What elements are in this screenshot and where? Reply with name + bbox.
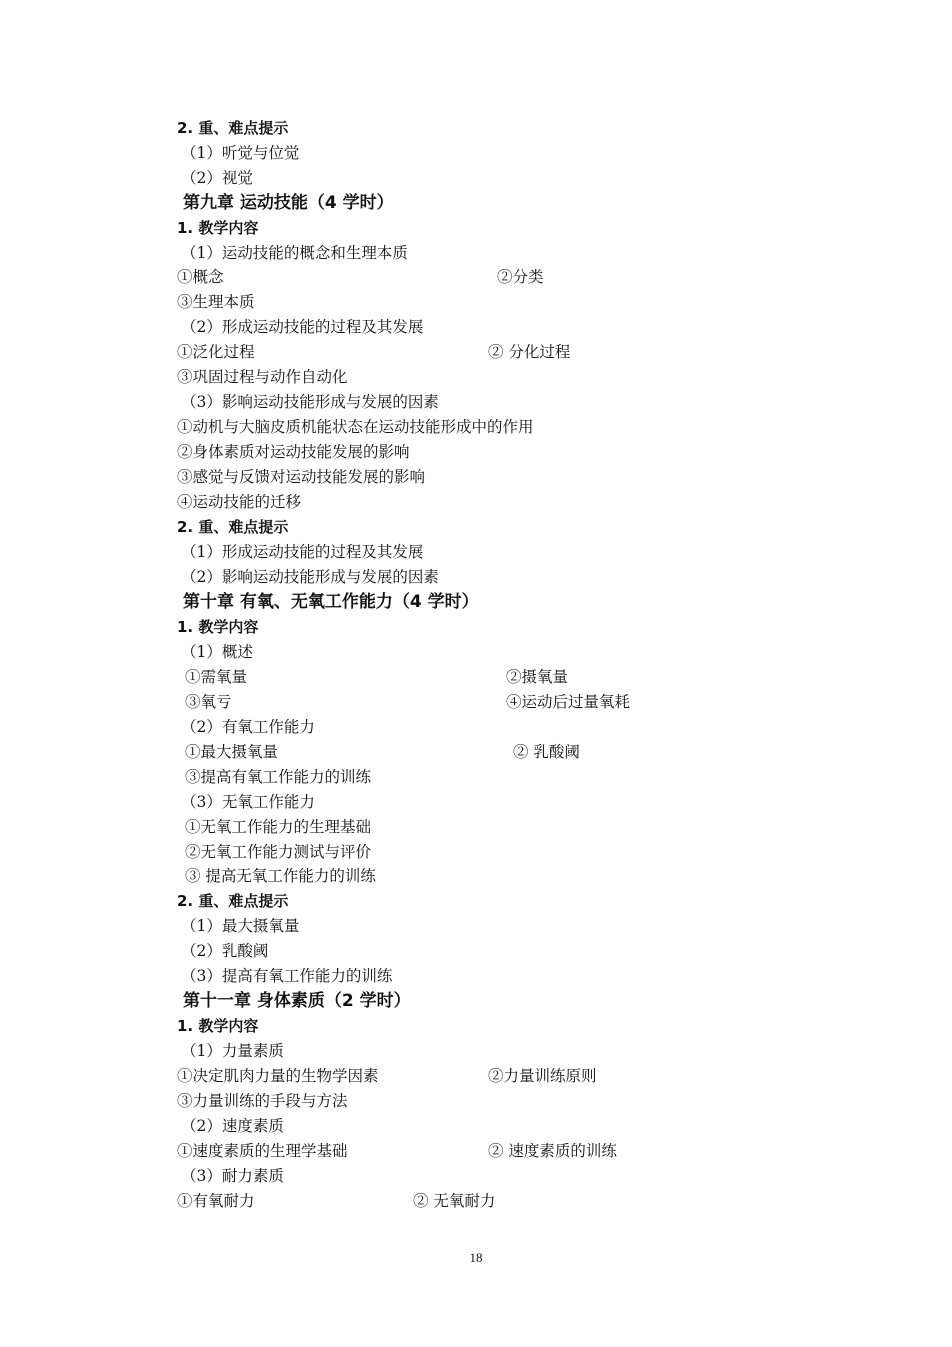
- text-line: ①动机与大脑皮质机能状态在运动技能形成中的作用: [177, 418, 534, 436]
- text-line: （1）概述: [181, 643, 253, 661]
- text-line: ①概念: [177, 268, 224, 286]
- text-line: （2）形成运动技能的过程及其发展: [181, 318, 424, 336]
- text-line: ②分类: [497, 268, 544, 286]
- text-line: ①泛化过程: [177, 343, 255, 361]
- text-line: ③生理本质: [177, 293, 255, 311]
- text-line: （1）听觉与位觉: [181, 144, 300, 162]
- text-line: （2）视觉: [181, 169, 253, 187]
- text-line: ①需氧量: [185, 668, 248, 686]
- text-line: （2）影响运动技能形成与发展的因素: [181, 568, 439, 586]
- text-line: ②摄氧量: [506, 668, 569, 686]
- section-heading: 1. 教学内容: [177, 219, 259, 237]
- text-line: （3）耐力素质: [181, 1167, 284, 1185]
- text-line: ②无氧工作能力测试与评价: [185, 843, 372, 861]
- text-line: ③巩固过程与动作自动化: [177, 368, 348, 386]
- section-heading: 2. 重、难点提示: [177, 518, 289, 536]
- text-line: （1）最大摄氧量: [181, 917, 300, 935]
- text-line: （2）速度素质: [181, 1117, 284, 1135]
- text-line: ①有氧耐力: [177, 1192, 255, 1210]
- section-heading: 2. 重、难点提示: [177, 892, 289, 910]
- text-line: （1）运动技能的概念和生理本质: [181, 244, 408, 262]
- text-line: ③氧亏: [185, 693, 232, 711]
- section-heading: 1. 教学内容: [177, 618, 259, 636]
- chapter-heading: 第十章 有氧、无氧工作能力（4 学时）: [183, 592, 479, 612]
- chapter-heading: 第九章 运动技能（4 学时）: [183, 193, 394, 213]
- text-line: ①决定肌肉力量的生物学因素: [177, 1067, 379, 1085]
- text-line: （1）形成运动技能的过程及其发展: [181, 543, 424, 561]
- text-line: （3）影响运动技能形成与发展的因素: [181, 393, 439, 411]
- text-line: ③提高有氧工作能力的训练: [185, 768, 372, 786]
- text-line: （2）乳酸阈: [181, 942, 269, 960]
- text-line: ②身体素质对运动技能发展的影响: [177, 443, 410, 461]
- text-line: ③感觉与反馈对运动技能发展的影响: [177, 468, 426, 486]
- section-heading: 2. 重、难点提示: [177, 119, 289, 137]
- text-line: ①无氧工作能力的生理基础: [185, 818, 372, 836]
- text-line: ② 速度素质的训练: [488, 1142, 617, 1160]
- text-line: ①速度素质的生理学基础: [177, 1142, 348, 1160]
- text-line: ①最大摄氧量: [185, 743, 279, 761]
- chapter-heading: 第十一章 身体素质（2 学时）: [183, 991, 411, 1011]
- section-heading: 1. 教学内容: [177, 1017, 259, 1035]
- text-line: ② 分化过程: [488, 343, 571, 361]
- text-line: （2）有氧工作能力: [181, 718, 315, 736]
- text-line: ④运动后过量氧耗: [506, 693, 631, 711]
- text-line: （3）无氧工作能力: [181, 793, 315, 811]
- text-line: ③力量训练的手段与方法: [177, 1092, 348, 1110]
- text-line: （1）力量素质: [181, 1042, 284, 1060]
- text-line: ③ 提高无氧工作能力的训练: [185, 867, 376, 885]
- text-line: ② 乳酸阈: [513, 743, 580, 761]
- text-line: ②力量训练原则: [488, 1067, 597, 1085]
- text-line: ② 无氧耐力: [413, 1192, 496, 1210]
- text-line: （3）提高有氧工作能力的训练: [181, 967, 393, 985]
- page-number: 18: [469, 1250, 483, 1265]
- text-line: ④运动技能的迁移: [177, 493, 302, 511]
